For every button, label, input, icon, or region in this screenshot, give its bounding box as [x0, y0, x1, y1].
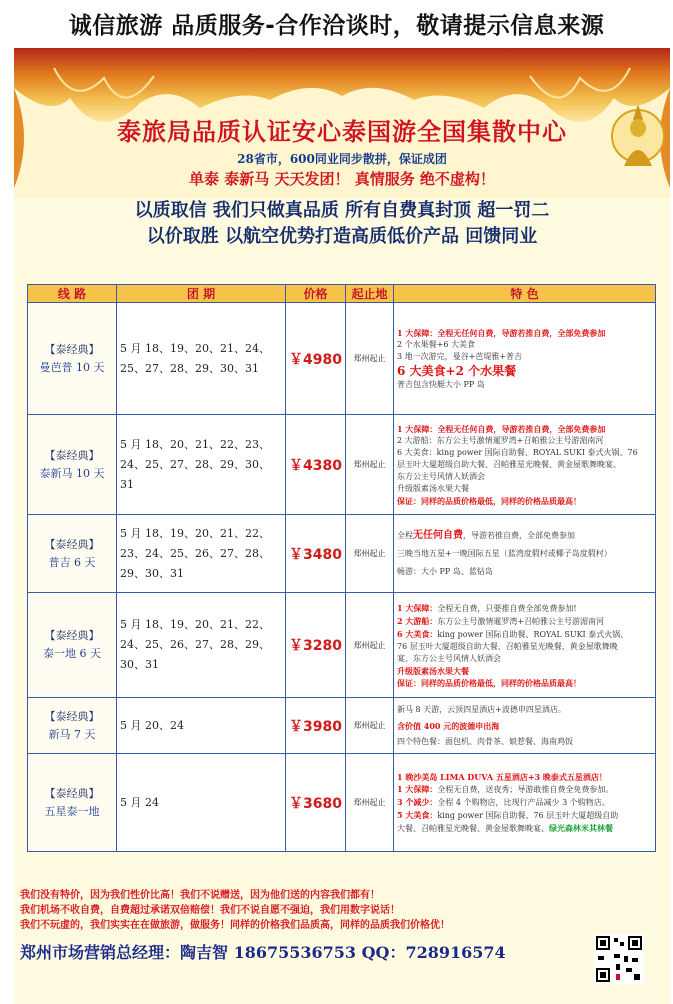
feature-label: 2 大游船：	[397, 615, 438, 626]
header-depart: 起止地	[346, 285, 394, 303]
table-row	[28, 415, 656, 515]
feature-line: 1 大保障：全程无任何自费，导游若推自费，全部免费参加	[397, 327, 606, 338]
feature-text: 东方公主号激情暹罗湾+召帕雅公主号游湄南河	[437, 616, 605, 626]
footer-line: 我们不玩虚的，我们实实在在做旅游，做服务！同样的价格我们品质高，同样的品质我们价格优！	[20, 920, 450, 931]
contact-info: 郑州市场营销总经理：陶吉智 18675536753 QQ：728916574	[20, 943, 506, 962]
feature-line	[397, 527, 652, 545]
route-name: 泰新马 10 天	[39, 466, 105, 480]
feature-line: 新马 8 天游，云顶四星酒店+波德申四星酒店。	[397, 704, 566, 714]
feature-line: 普吉包含快艇大小 PP 岛	[397, 379, 485, 389]
route-cell	[28, 415, 117, 515]
feature-label: 3 个减少：	[397, 796, 438, 807]
feature-line: 四个特色餐：面包机、肉骨茶、娘惹餐、海南鸡饭	[397, 736, 573, 746]
header-dates: 团 期	[117, 285, 286, 303]
feature-text: king power 国际自助餐、76 层玉叶大厦超级自助	[437, 810, 619, 820]
route-cell	[28, 593, 117, 698]
feature-text: 全程无自费，只要推自费全部免费参加!	[437, 603, 577, 613]
page-title: 泰旅局品质认证安心泰国游全国集散中心	[117, 117, 567, 146]
subtitle-guarantee: 28省市，600同业同步散拼，保证成团	[237, 152, 447, 166]
feature-text: 全程 4 个购物店，比现行产品减少 3 个购物店。	[437, 797, 610, 807]
feature-highlight: 无任何自费	[413, 529, 463, 541]
feature-label: 1 大保障：	[397, 602, 438, 613]
feature-text: king power 国际自助餐、ROYAL SUKI 泰式火锅、	[437, 629, 629, 639]
depart-cell: 郑州起止	[346, 698, 394, 754]
features-cell	[394, 415, 656, 515]
footer-line: 我们机场不收自费，自费超过承诺双倍赔偿！我们不说自愿不强迫，我们用数字说话！	[20, 905, 400, 916]
route-cell	[28, 303, 117, 415]
feature-text: 大餐、召帕雅星光晚餐、黄金屋歌舞晚宴、	[397, 823, 549, 833]
features-cell	[394, 303, 656, 415]
depart-cell: 郑州起止	[346, 415, 394, 515]
feature-line: 升级版素汤水果大餐	[397, 665, 469, 676]
dates-cell: 5 月 24	[117, 754, 286, 852]
depart-cell: 郑州起止	[346, 754, 394, 852]
features-cell	[394, 698, 656, 754]
feature-line: 含价值 400 元的波德申出海	[397, 720, 500, 731]
table-row	[28, 515, 656, 593]
feature-line	[397, 822, 652, 835]
dates-cell: 5 月 18、20、21、22、23、24、25、27、28、29、30、31	[117, 415, 286, 515]
feature-line: 2 大游船：东方公主号激情暹罗湾+召帕雅公主号游湄南河	[397, 435, 604, 445]
footer-line: 我们没有特价，因为我们性价比高！我们不说赠送，因为他们送的内容我们都有！	[20, 890, 380, 901]
features-cell	[394, 754, 656, 852]
feature-line	[397, 809, 652, 822]
feature-line: 东方公主号风情人妖酒会	[397, 471, 485, 481]
feature-label: 1 大保障：	[397, 783, 438, 794]
header-features: 特 色	[394, 285, 656, 303]
slogan-price: 以价取胜 以航空优势打造高质低价产品 回馈同业	[146, 226, 538, 247]
table-header-row	[28, 285, 656, 303]
feature-line	[397, 602, 652, 615]
route-name: 泰一地 6 天	[43, 647, 101, 660]
feature-label: 6 大美食：	[397, 628, 438, 639]
subtitle-departures: 单泰 泰新马 天天发团！ 真情服务 绝不虚构！	[189, 170, 495, 188]
depart-cell: 郑州起止	[346, 515, 394, 593]
feature-line: 保证：同样的品质价格最低，同样的价格品质最高！	[397, 495, 581, 506]
table-row	[28, 593, 656, 698]
depart-cell: 郑州起止	[346, 593, 394, 698]
feature-line	[397, 796, 652, 809]
dates-cell: 5 月 20、24	[117, 698, 286, 754]
route-tag: 【泰经典】	[44, 537, 100, 551]
price-cell: ￥3480	[286, 515, 346, 593]
price-cell: ￥3980	[286, 698, 346, 754]
feature-line: 2 个水果餐+6 大美食	[397, 339, 475, 349]
dates-cell: 5 月 18、19、20、21、24、25、27、28、29、30、31	[117, 303, 286, 415]
route-tag: 【泰经典】	[44, 629, 100, 642]
feature-line	[397, 783, 652, 796]
route-name: 曼芭普 10 天	[39, 360, 105, 374]
route-tag: 【泰经典】	[44, 709, 100, 723]
route-tag: 【泰经典】	[44, 448, 100, 462]
feature-label: 5 大美食：	[397, 809, 438, 820]
feature-line: 层玉叶大厦超级自助大餐、召帕雅星光晚餐、黄金屋歌舞晚宴、	[397, 459, 621, 469]
header-route: 线 路	[28, 285, 117, 303]
feature-line: 3 地一次游完，曼谷+芭堤雅+普吉	[397, 351, 523, 361]
dates-cell: 5 月 18、19、20、21、22、23、24、25、26、27、28、29、30、31	[117, 515, 286, 593]
features-cell	[394, 515, 656, 593]
price-cell: ￥3280	[286, 593, 346, 698]
feature-line: 畅游：大小 PP 岛、蓝钻岛	[397, 566, 493, 576]
price-cell: ￥4380	[286, 415, 346, 515]
travel-poster	[14, 48, 670, 1004]
qr-code-icon	[594, 934, 644, 984]
route-name: 普吉 6 天	[48, 555, 96, 569]
top-banner-text: 诚信旅游 品质服务-合作洽谈时，敬请提示信息来源	[68, 12, 605, 39]
depart-cell: 郑州起止	[346, 303, 394, 415]
route-name: 五星泰一地	[44, 804, 100, 818]
slogan-quality: 以质取信 我们只做真品质 所有自费真封顶 超一罚二	[134, 200, 550, 221]
table-row	[28, 754, 656, 852]
feature-line	[397, 615, 652, 628]
feature-line: 6 大美食：king power 国际自助餐、ROYAL SUKI 泰式火锅、76	[397, 447, 638, 457]
feature-line: 1 大保障：全程无任何自费，导游若推自费，全部免费参加	[397, 423, 606, 434]
dates-cell: 5 月 18、19、20、21、22、24、25、26、27、28、29、30、31	[117, 593, 286, 698]
feature-text: 全程无自费，送夜秀；导游敢推自费全免费参加。	[437, 784, 614, 794]
price-cell: ￥4980	[286, 303, 346, 415]
price-cell: ￥3680	[286, 754, 346, 852]
table-row	[28, 303, 656, 415]
feature-line: 1 晚沙美岛 LIMA DUVA 五星酒店+3 晚泰式五星酒店！	[397, 771, 607, 782]
top-banner	[0, 0, 673, 46]
feature-text: 全程	[397, 530, 413, 540]
route-cell	[28, 698, 117, 754]
feature-line: 保证：同样的品质价格最低，同样的价格品质最高！	[397, 677, 581, 688]
feature-highlight: 绿光森林米其林餐	[549, 822, 613, 833]
feature-text: ，导游若推自费，全部免费参加	[463, 530, 575, 540]
feature-line: 6 大美食+2 个水果餐	[397, 363, 517, 378]
feature-line: 三晚当地五星+一晚国际五星（蓝湾度假村或椰子岛度假村）	[397, 548, 612, 558]
header-price: 价格	[286, 285, 346, 303]
routes-table	[27, 284, 656, 852]
feature-line: 升级版素汤水果大餐	[397, 483, 469, 493]
route-tag: 【泰经典】	[44, 786, 100, 800]
features-cell	[394, 593, 656, 698]
table-row	[28, 698, 656, 754]
feature-line	[397, 628, 652, 641]
route-tag: 【泰经典】	[44, 342, 100, 356]
route-cell	[28, 754, 117, 852]
feature-line: 宴、东方公主号风情人妖酒会	[397, 653, 501, 663]
feature-line: 76 层玉叶大厦超级自助大餐、召帕雅星光晚餐、黄金屋歌舞晚	[397, 641, 618, 651]
route-cell	[28, 515, 117, 593]
route-name: 新马 7 天	[48, 727, 96, 741]
